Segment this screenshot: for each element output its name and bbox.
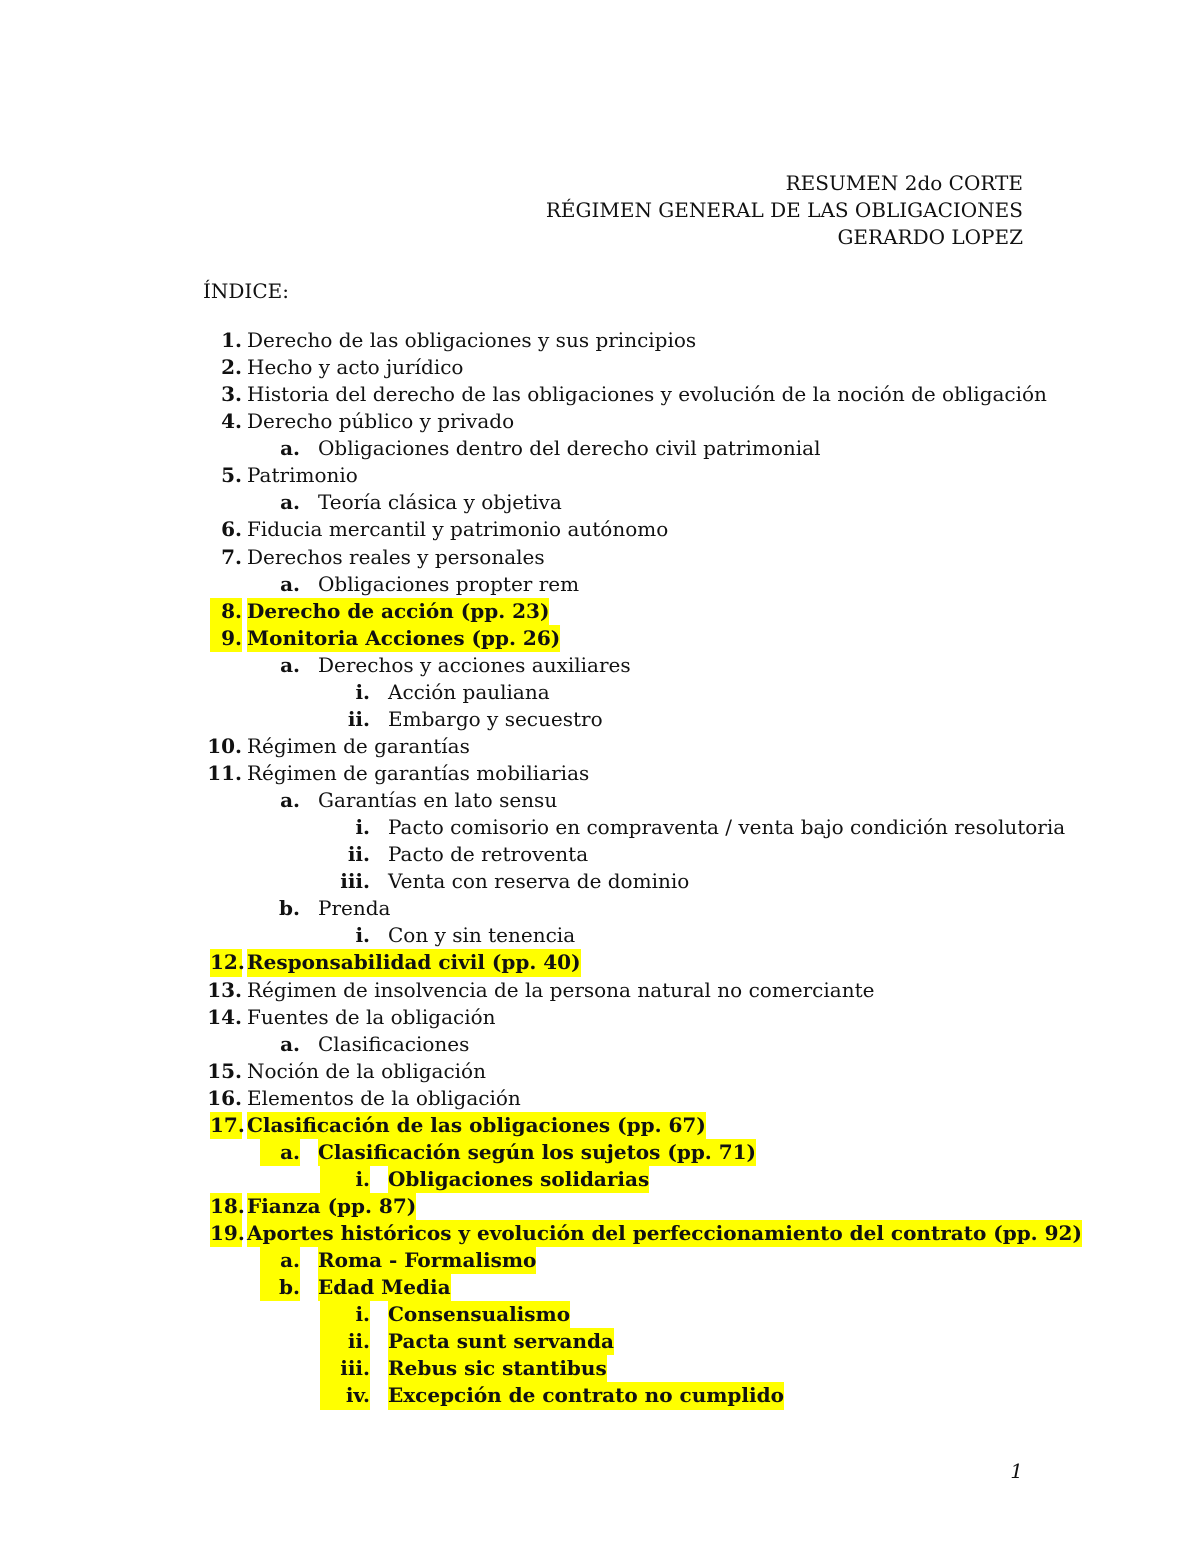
toc-item-highlighted — [0, 949, 1200, 976]
toc-item-number: 6. — [221, 517, 242, 542]
toc-item-text: Con y sin tenencia — [388, 923, 576, 948]
toc-item-text: Derechos reales y personales — [247, 544, 545, 569]
toc-item-text: Régimen de garantías — [247, 733, 470, 758]
toc-item — [0, 408, 1200, 435]
toc-subsubitem — [0, 868, 1200, 895]
toc-item-number: 9. — [210, 625, 242, 652]
toc-item-number: 2. — [221, 355, 242, 380]
toc-item-text: Rebus sic stantibus — [388, 1355, 607, 1382]
toc-subitem — [0, 895, 1200, 922]
toc-item-number: b. — [260, 1274, 300, 1301]
toc-item-number: 8. — [210, 598, 242, 625]
toc-item-number: 18. — [210, 1193, 242, 1220]
toc-item-text: Obligaciones propter rem — [318, 571, 580, 596]
toc-item — [0, 381, 1200, 408]
toc-subsubitem — [0, 922, 1200, 949]
toc-subitem — [0, 1031, 1200, 1058]
toc-item-text: Roma - Formalismo — [318, 1247, 536, 1274]
toc-item-number: ii. — [347, 842, 370, 867]
toc-item-text: Fianza (pp. 87) — [247, 1193, 416, 1220]
toc-item-number: 12. — [210, 949, 242, 976]
toc-subsubitem — [0, 679, 1200, 706]
toc-item-number: 7. — [221, 544, 242, 569]
toc-item-text: Clasificación de las obligaciones (pp. 67) — [247, 1112, 706, 1139]
toc-item-number: 17. — [210, 1112, 242, 1139]
toc-item-number: 5. — [221, 463, 242, 488]
toc-subitem — [0, 435, 1200, 462]
toc-item-number: b. — [279, 896, 300, 921]
toc-item-number: a. — [280, 652, 300, 677]
toc-item-text: Derechos y acciones auxiliares — [318, 652, 631, 677]
toc-subsubitem-highlighted — [0, 1328, 1200, 1355]
toc-item-number: iii. — [340, 869, 370, 894]
toc-item — [0, 760, 1200, 787]
header-summary-title: RESUMEN 2do CORTE — [785, 171, 1023, 195]
toc-item-text: Responsabilidad civil (pp. 40) — [247, 949, 581, 976]
toc-item-number: a. — [280, 1031, 300, 1056]
toc-item-highlighted — [0, 1193, 1200, 1220]
toc-item — [0, 1004, 1200, 1031]
toc-subitem-highlighted — [0, 1274, 1200, 1301]
toc-item-text: Fuentes de la obligación — [247, 1004, 496, 1029]
toc-item-text: Pacta sunt servanda — [388, 1328, 614, 1355]
toc-item-highlighted — [0, 625, 1200, 652]
toc-item-number: a. — [280, 436, 300, 461]
toc-item-text: Garantías en lato sensu — [318, 788, 558, 813]
toc-item — [0, 327, 1200, 354]
toc-subitem — [0, 787, 1200, 814]
toc-item-number: a. — [280, 788, 300, 813]
toc-item-number: 4. — [221, 409, 242, 434]
toc-item-number: i. — [320, 1166, 370, 1193]
toc-item-number: i. — [355, 923, 370, 948]
toc-item — [0, 354, 1200, 381]
toc-item-number: iv. — [320, 1382, 370, 1409]
toc-subitem — [0, 489, 1200, 516]
toc-item-text: Obligaciones dentro del derecho civil patrimonial — [318, 436, 821, 461]
toc-item-text: Monitoria Acciones (pp. 26) — [247, 625, 560, 652]
toc-subsubitem-highlighted — [0, 1355, 1200, 1382]
toc-item-text: Consensualismo — [388, 1301, 570, 1328]
toc-item-text: Pacto comisorio en compraventa / venta bajo condición resolutoria — [388, 815, 1066, 840]
toc-item-number: i. — [355, 815, 370, 840]
toc-subsubitem-highlighted — [0, 1301, 1200, 1328]
toc-subsubitem — [0, 841, 1200, 868]
toc-item-text: Clasificaciones — [318, 1031, 470, 1056]
toc-item-number: a. — [280, 571, 300, 596]
toc-item-text: Excepción de contrato no cumplido — [388, 1382, 784, 1409]
toc-item-number: ii. — [320, 1328, 370, 1355]
toc-item-text: Derecho de las obligaciones y sus principios — [247, 328, 697, 352]
toc-item-number: a. — [260, 1139, 300, 1166]
toc-item-text: Edad Media — [318, 1274, 451, 1301]
toc-item-highlighted — [0, 598, 1200, 625]
toc-item-number: iii. — [320, 1355, 370, 1382]
toc-subitem — [0, 652, 1200, 679]
toc-item-number: 1. — [221, 328, 242, 352]
toc-item-number: ii. — [347, 706, 370, 731]
toc-item-number: 15. — [207, 1058, 242, 1083]
toc-item-text: Acción pauliana — [388, 679, 550, 704]
toc-item-text: Fiducia mercantil y patrimonio autónomo — [247, 517, 669, 542]
toc-item-number: a. — [260, 1247, 300, 1274]
toc-subitem-highlighted — [0, 1139, 1200, 1166]
toc-item-number: 19. — [210, 1220, 242, 1247]
toc-item-text: Régimen de insolvencia de la persona natural no comerciante — [247, 977, 875, 1002]
toc-subsubitem-highlighted — [0, 1166, 1200, 1193]
toc-item-text: Derecho de acción (pp. 23) — [247, 598, 549, 625]
toc-item-text: Derecho público y privado — [247, 409, 515, 434]
toc-item-text: Hecho y acto jurídico — [247, 355, 464, 380]
toc-item-number: 11. — [207, 761, 242, 785]
toc-item-text: Teoría clásica y objetiva — [318, 490, 562, 515]
toc-subitem — [0, 571, 1200, 598]
toc-item — [0, 733, 1200, 760]
toc-subsubitem-highlighted — [0, 1382, 1200, 1409]
toc-item-text: Obligaciones solidarias — [388, 1166, 649, 1193]
toc-item-number: 16. — [207, 1085, 242, 1110]
document-header — [546, 170, 1023, 251]
toc-item-highlighted — [0, 1220, 1200, 1247]
toc-subsubitem — [0, 814, 1200, 841]
toc-item-number: 13. — [207, 977, 242, 1002]
toc-item-number: 3. — [221, 382, 242, 407]
toc-item — [0, 1085, 1200, 1112]
toc-item — [0, 516, 1200, 543]
toc-item-number: i. — [320, 1301, 370, 1328]
toc-subsubitem — [0, 706, 1200, 733]
toc-item — [0, 1058, 1200, 1085]
header-author: GERARDO LOPEZ — [837, 225, 1023, 249]
toc-item-text: Noción de la obligación — [247, 1058, 486, 1083]
toc-item-text: Régimen de garantías mobiliarias — [247, 761, 590, 785]
toc-item-text: Prenda — [318, 896, 391, 921]
toc-item — [0, 977, 1200, 1004]
toc-item-text: Venta con reserva de dominio — [388, 869, 690, 894]
index-heading: ÍNDICE: — [203, 279, 289, 303]
toc-subitem-highlighted — [0, 1247, 1200, 1274]
toc-item-number: i. — [355, 679, 370, 704]
toc-item-text: Pacto de retroventa — [388, 842, 589, 867]
table-of-contents — [0, 327, 1200, 1410]
toc-item-number: 14. — [207, 1004, 242, 1029]
toc-item-text: Aportes históricos y evolución del perfeccionamiento del contrato (pp. 92) — [247, 1220, 1082, 1247]
toc-item-text: Embargo y secuestro — [388, 706, 603, 731]
toc-item-number: a. — [280, 490, 300, 515]
header-subject-title: RÉGIMEN GENERAL DE LAS OBLIGACIONES — [545, 198, 1023, 222]
toc-item — [0, 462, 1200, 489]
toc-item — [0, 544, 1200, 571]
toc-item-text: Elementos de la obligación — [247, 1085, 521, 1110]
toc-item-highlighted — [0, 1112, 1200, 1139]
page-number: 1 — [1010, 1459, 1023, 1483]
toc-item-text: Clasificación según los sujetos (pp. 71) — [318, 1139, 756, 1166]
toc-item-number: 10. — [207, 733, 242, 758]
toc-item-text: Historia del derecho de las obligaciones y evolución de la noción de obligación — [247, 382, 1047, 407]
toc-item-text: Patrimonio — [247, 463, 358, 488]
